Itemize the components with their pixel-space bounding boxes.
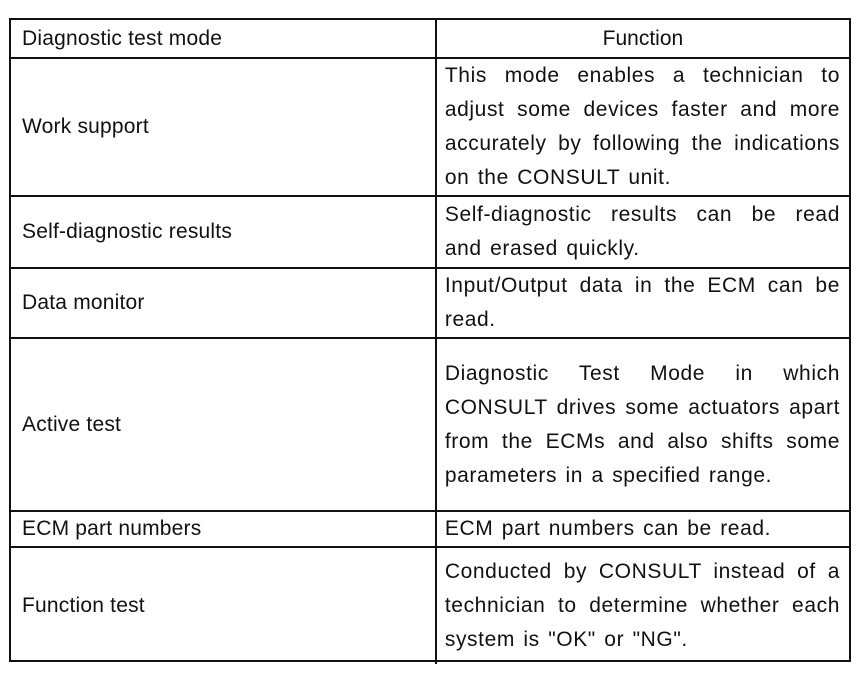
table-row — [11, 268, 849, 338]
function-cell-work-support — [436, 58, 849, 196]
table-row — [11, 511, 849, 547]
function-cell-function-test — [436, 547, 849, 664]
function-text: Self-diagnostic results can be read and erased quickly. — [444, 203, 840, 260]
function-text: This mode enables a technician to adjust some devices faster and more accurately by following the indications on the CONSULT unit. — [444, 64, 840, 189]
function-text: Conducted by CONSULT instead of a technician to determine whether each system is "OK" or "NG". — [444, 560, 840, 651]
function-cell-data-monitor — [436, 268, 849, 338]
function-text: Diagnostic Test Mode in which CONSULT drives some actuators apart from the ECMs and also shifts some parameters in a specified range. — [444, 361, 840, 487]
function-text: ECM part numbers can be read. — [444, 517, 772, 540]
function-cell-active-test — [436, 338, 849, 511]
header-diagnostic-test-mode: Diagnostic test mode — [11, 20, 436, 58]
function-cell-ecm-part-numbers — [436, 511, 849, 547]
table-row — [11, 547, 849, 664]
mode-cell-ecm-part-numbers: ECM part numbers — [11, 511, 436, 547]
mode-cell-function-test: Function test — [11, 547, 436, 664]
diagnostic-modes-table-frame — [9, 18, 851, 662]
mode-cell-data-monitor: Data monitor — [11, 268, 436, 338]
diagnostic-modes-table — [11, 20, 849, 664]
function-cell-self-diagnostic-results — [436, 196, 849, 268]
mode-cell-active-test: Active test — [11, 338, 436, 511]
function-text: Input/Output data in the ECM can be read. — [444, 274, 840, 331]
header-function: Function — [436, 20, 849, 58]
mode-cell-work-support: Work support — [11, 58, 436, 196]
table-row — [11, 338, 849, 511]
mode-cell-self-diagnostic-results: Self-diagnostic results — [11, 196, 436, 268]
table-row — [11, 196, 849, 268]
table-header-row — [11, 20, 849, 58]
table-row — [11, 58, 849, 196]
